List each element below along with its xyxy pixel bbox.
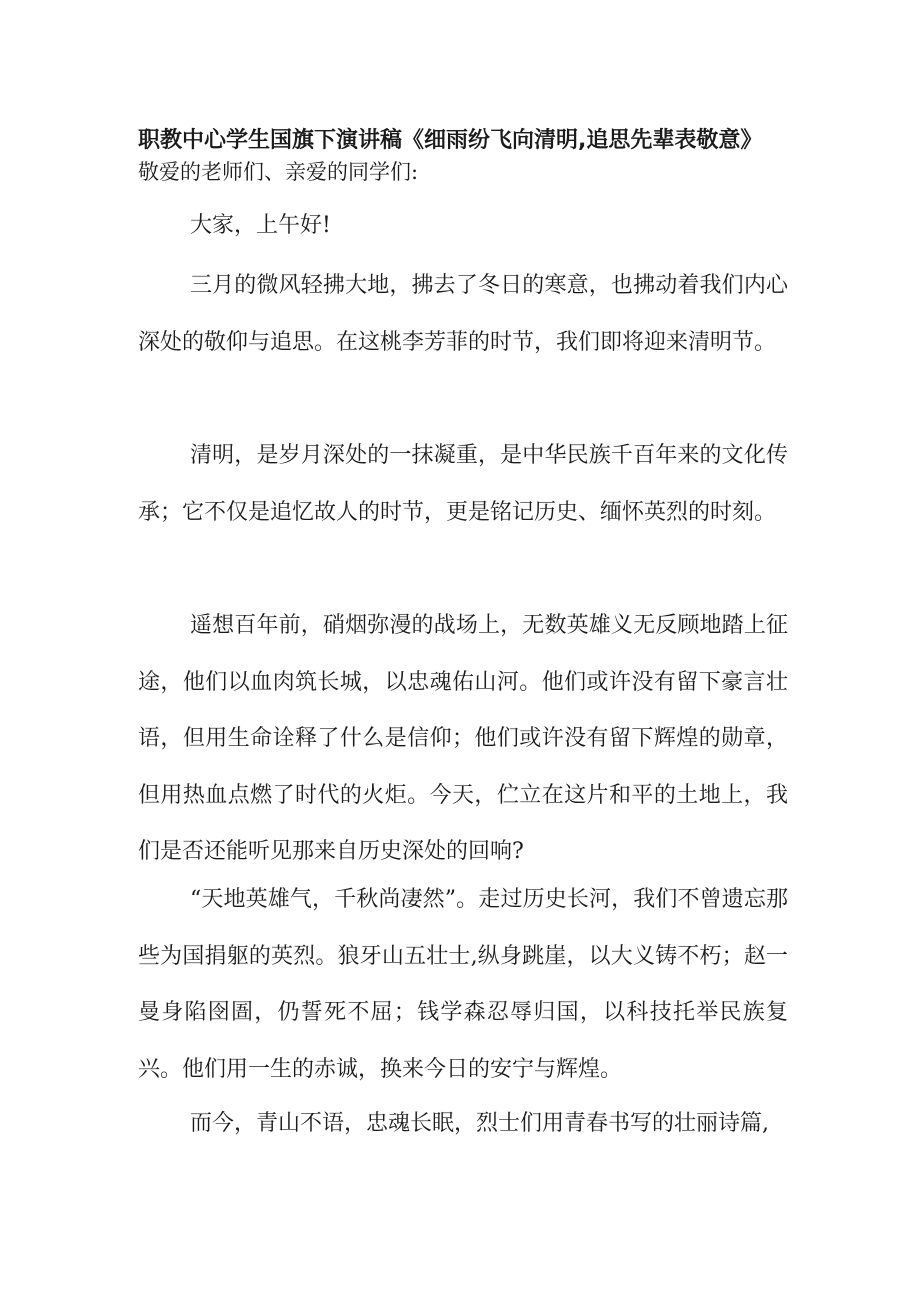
- document-title: 职教中心学生国旗下演讲稿《细雨纷飞向清明,追思先辈表敬意》: [138, 128, 763, 153]
- paragraph-1: 三月的微风轻拂大地，拂去了冬日的寒意，也拂动着我们内心深处的敬仰与追思。在这桃李芳菲的时节，我们即将迎来清明节。: [138, 273, 788, 355]
- paragraph-3: 遥想百年前，硝烟弥漫的战场上，无数英雄义无反顾地踏上征途，他们以血肉筑长城，以忠魂佑山河。他们或许没有留下豪言壮语，但用生命诠释了什么是信仰；他们或许没有留下辉煌的勋章，但用热血点燃了时代的火炬。今天，伫立在这片和平的土地上，我们是否还能听见那来自历史深处的回响?: [138, 613, 788, 864]
- paragraph-2: 清明，是岁月深处的一抹凝重，是中华民族千百年来的文化传承；它不仅是追忆故人的时节，更是铭记历史、缅怀英烈的时刻。: [138, 443, 788, 525]
- paragraph-4: “天地英雄气，千秋尚凄然”。走过历史长河，我们不曾遗忘那些为国捐躯的英烈。狼牙山五壮士,纵身跳崖，以大义铸不朽；赵一曼身陷囹圄，仍誓死不屈；钱学森忍辱归国，以科技托举民族复兴。他们用一生的赤诚，换来今日的安宁与辉煌。: [138, 887, 788, 1082]
- salutation: 敬爱的老师们、亲爱的同学们:: [138, 160, 419, 184]
- paragraph-greeting: 大家，上午好!: [190, 213, 331, 238]
- paragraph-5: 而今，青山不语，忠魂长眠，烈士们用青春书写的壮丽诗篇,: [190, 1111, 769, 1136]
